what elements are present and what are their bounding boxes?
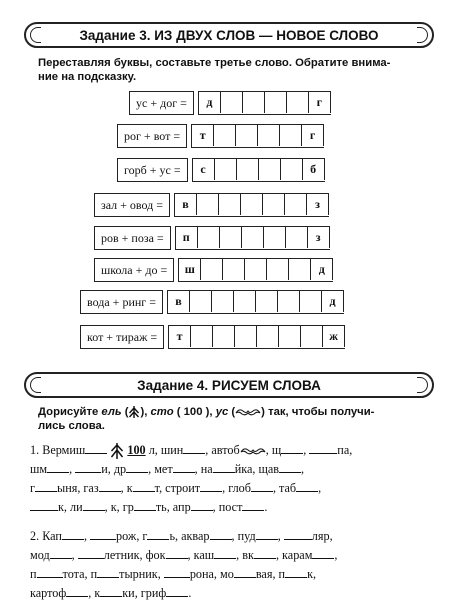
letter-grid (167, 290, 344, 314)
blank[interactable] (210, 528, 232, 540)
blank[interactable] (99, 480, 121, 492)
letter-cell-empty[interactable] (259, 159, 281, 180)
blank[interactable] (254, 547, 276, 559)
letter-cell-empty[interactable] (285, 194, 307, 215)
letter-cell-empty[interactable] (190, 291, 212, 312)
number-100: 100 (127, 443, 146, 457)
letter-cell-empty[interactable] (279, 326, 301, 347)
blank[interactable] (281, 442, 303, 454)
letter-cell-empty[interactable] (267, 259, 289, 280)
puzzle-row (94, 193, 329, 217)
puzzle-row (129, 91, 331, 115)
puzzle-clue: кот + тираж = (80, 325, 164, 349)
fir-tree-icon (128, 405, 140, 419)
letter-cell-empty[interactable] (258, 125, 280, 146)
letter-cell-empty[interactable] (220, 227, 242, 248)
letter-cell-empty[interactable] (214, 125, 236, 146)
letter-cell-empty[interactable] (264, 227, 286, 248)
puzzle-row (117, 158, 325, 182)
letter-cell-empty[interactable] (235, 326, 257, 347)
blank[interactable] (234, 566, 256, 578)
mustache-icon (240, 446, 266, 456)
letter-cell-empty[interactable] (212, 291, 234, 312)
letter-cell-given: г (302, 125, 324, 146)
blank[interactable] (66, 585, 88, 597)
blank[interactable] (78, 547, 104, 559)
letter-cell-given: з (308, 227, 330, 248)
puzzle-clue: горб + ус = (117, 158, 188, 182)
exercise-1-line-2: шм , и, др , мет , на йка, щав , (30, 462, 305, 477)
blank[interactable] (83, 499, 105, 511)
blank[interactable] (47, 461, 69, 473)
blank[interactable] (309, 442, 337, 454)
task4-title: Задание 4. РИСУЕМ СЛОВА (137, 377, 321, 393)
puzzle-row (80, 290, 344, 314)
letter-cell-empty[interactable] (280, 125, 302, 146)
letter-grid (192, 158, 325, 182)
letter-cell-empty[interactable] (191, 326, 213, 347)
letter-cell-empty[interactable] (265, 92, 287, 113)
exercise-2-line-3: п тота, п тырник, рона, мо вая, п к, (30, 567, 317, 581)
task3-title-banner (24, 22, 434, 48)
letter-grid (168, 325, 345, 349)
letter-cell-empty[interactable] (219, 194, 241, 215)
letter-cell-empty[interactable] (242, 227, 264, 248)
letter-cell-given: т (169, 326, 191, 347)
blank[interactable] (312, 547, 334, 559)
exercise-2-line-1: 2. Кап , рож, г ь, аквар , пуд , ляр, (30, 529, 333, 543)
blank[interactable] (85, 442, 107, 454)
letter-grid (174, 193, 329, 217)
letter-cell-given: с (193, 159, 215, 180)
task3-title: Задание 3. ИЗ ДВУХ СЛОВ — НОВОЕ СЛОВО (79, 27, 379, 43)
puzzle-clue: зал + овод = (94, 193, 170, 217)
blank[interactable] (100, 585, 122, 597)
letter-cell-given: т (192, 125, 214, 146)
blank[interactable] (183, 442, 205, 454)
letter-cell-given: д (199, 92, 221, 113)
letter-cell-given: д (311, 259, 333, 280)
letter-cell-empty[interactable] (221, 92, 243, 113)
blank[interactable] (173, 461, 195, 473)
letter-cell-empty[interactable] (281, 159, 303, 180)
puzzle-clue: ров + поза = (94, 226, 171, 250)
letter-cell-given: ш (179, 259, 201, 280)
letter-cell-empty[interactable] (300, 291, 322, 312)
letter-cell-empty[interactable] (256, 291, 278, 312)
blank[interactable] (37, 566, 63, 578)
blank[interactable] (133, 480, 155, 492)
puzzle-clue: вода + ринг = (80, 290, 163, 314)
blank[interactable] (147, 528, 169, 540)
blank[interactable] (134, 499, 156, 511)
blank[interactable] (214, 547, 236, 559)
letter-cell-empty[interactable] (234, 291, 256, 312)
blank[interactable] (242, 499, 264, 511)
blank[interactable] (30, 499, 58, 511)
letter-cell-empty[interactable] (286, 227, 308, 248)
letter-cell-empty[interactable] (243, 92, 265, 113)
exercise-1-line-3: г ыня, газ , к т, строит , глоб , таб , (30, 481, 322, 496)
task3-instruction: Переставляя буквы, составьте третье слово. Обратите внима- ние на подсказку. (38, 57, 391, 83)
fir-tree-icon (110, 442, 124, 460)
exercise-2-line-4: картоф , к ки, гриф . (30, 586, 192, 600)
letter-cell-given: в (168, 291, 190, 312)
blank[interactable] (285, 566, 307, 578)
letter-cell-given: ж (323, 326, 345, 347)
puzzle-row (94, 226, 330, 250)
letter-cell-empty[interactable] (245, 259, 267, 280)
puzzle-row (94, 258, 333, 282)
blank[interactable] (213, 461, 235, 473)
exercise-2-line-2: мод , летник, фок , каш , вк , карам , (30, 548, 338, 562)
exercise-1-line-4: к, ли , к, гр ть, апр , пост . (30, 498, 438, 517)
letter-cell-empty[interactable] (241, 194, 263, 215)
letter-cell-empty[interactable] (197, 194, 219, 215)
letter-cell-empty[interactable] (278, 291, 300, 312)
blank[interactable] (126, 461, 148, 473)
blank[interactable] (50, 547, 72, 559)
letter-cell-empty[interactable] (198, 227, 220, 248)
letter-cell-given: п (176, 227, 198, 248)
blank[interactable] (164, 566, 190, 578)
puzzle-clue: ус + дог = (129, 91, 194, 115)
letter-cell-empty[interactable] (201, 259, 223, 280)
blank[interactable] (97, 566, 119, 578)
puzzle-row (117, 124, 324, 148)
blank[interactable] (166, 585, 188, 597)
letter-cell-given: б (303, 159, 325, 180)
exercise-2 (30, 527, 438, 603)
blank[interactable] (279, 461, 301, 473)
letter-cell-empty[interactable] (289, 259, 311, 280)
blank[interactable] (166, 547, 188, 559)
letter-cell-empty[interactable] (263, 194, 285, 215)
letter-cell-empty[interactable] (215, 159, 237, 180)
letter-grid (191, 124, 324, 148)
blank[interactable] (191, 499, 213, 511)
letter-grid (175, 226, 330, 250)
letter-cell-given: в (175, 194, 197, 215)
letter-cell-empty[interactable] (213, 326, 235, 347)
exercise-1-line-1: 1. Вермиш 100 л, шин , автоб , щ , па, (30, 441, 438, 460)
letter-cell-empty[interactable] (287, 92, 309, 113)
puzzle-row (80, 325, 345, 349)
blank[interactable] (90, 528, 116, 540)
letter-cell-empty[interactable] (237, 159, 259, 180)
blank[interactable] (256, 528, 278, 540)
task4-title-banner (24, 372, 434, 398)
letter-cell-empty[interactable] (301, 326, 323, 347)
puzzle-clue: рог + вот = (117, 124, 187, 148)
letter-cell-empty[interactable] (236, 125, 258, 146)
blank[interactable] (62, 528, 84, 540)
blank[interactable] (200, 480, 222, 492)
letter-cell-empty[interactable] (257, 326, 279, 347)
letter-grid (178, 258, 333, 282)
letter-grid (198, 91, 331, 115)
blank[interactable] (284, 528, 312, 540)
task4-instruction: Дорисуйте ель ( ), сто ( 100 ), ус ( ) так, чтобы получи- лись слова. (38, 406, 375, 433)
letter-cell-given: д (322, 291, 344, 312)
letter-cell-given: г (309, 92, 331, 113)
exercise-1 (30, 441, 438, 517)
blank[interactable] (35, 480, 57, 492)
mustache-icon (235, 407, 261, 417)
blank[interactable] (75, 461, 101, 473)
blank[interactable] (296, 480, 318, 492)
blank[interactable] (251, 480, 273, 492)
letter-cell-given: з (307, 194, 329, 215)
puzzle-clue: школа + до = (94, 258, 174, 282)
letter-cell-empty[interactable] (223, 259, 245, 280)
